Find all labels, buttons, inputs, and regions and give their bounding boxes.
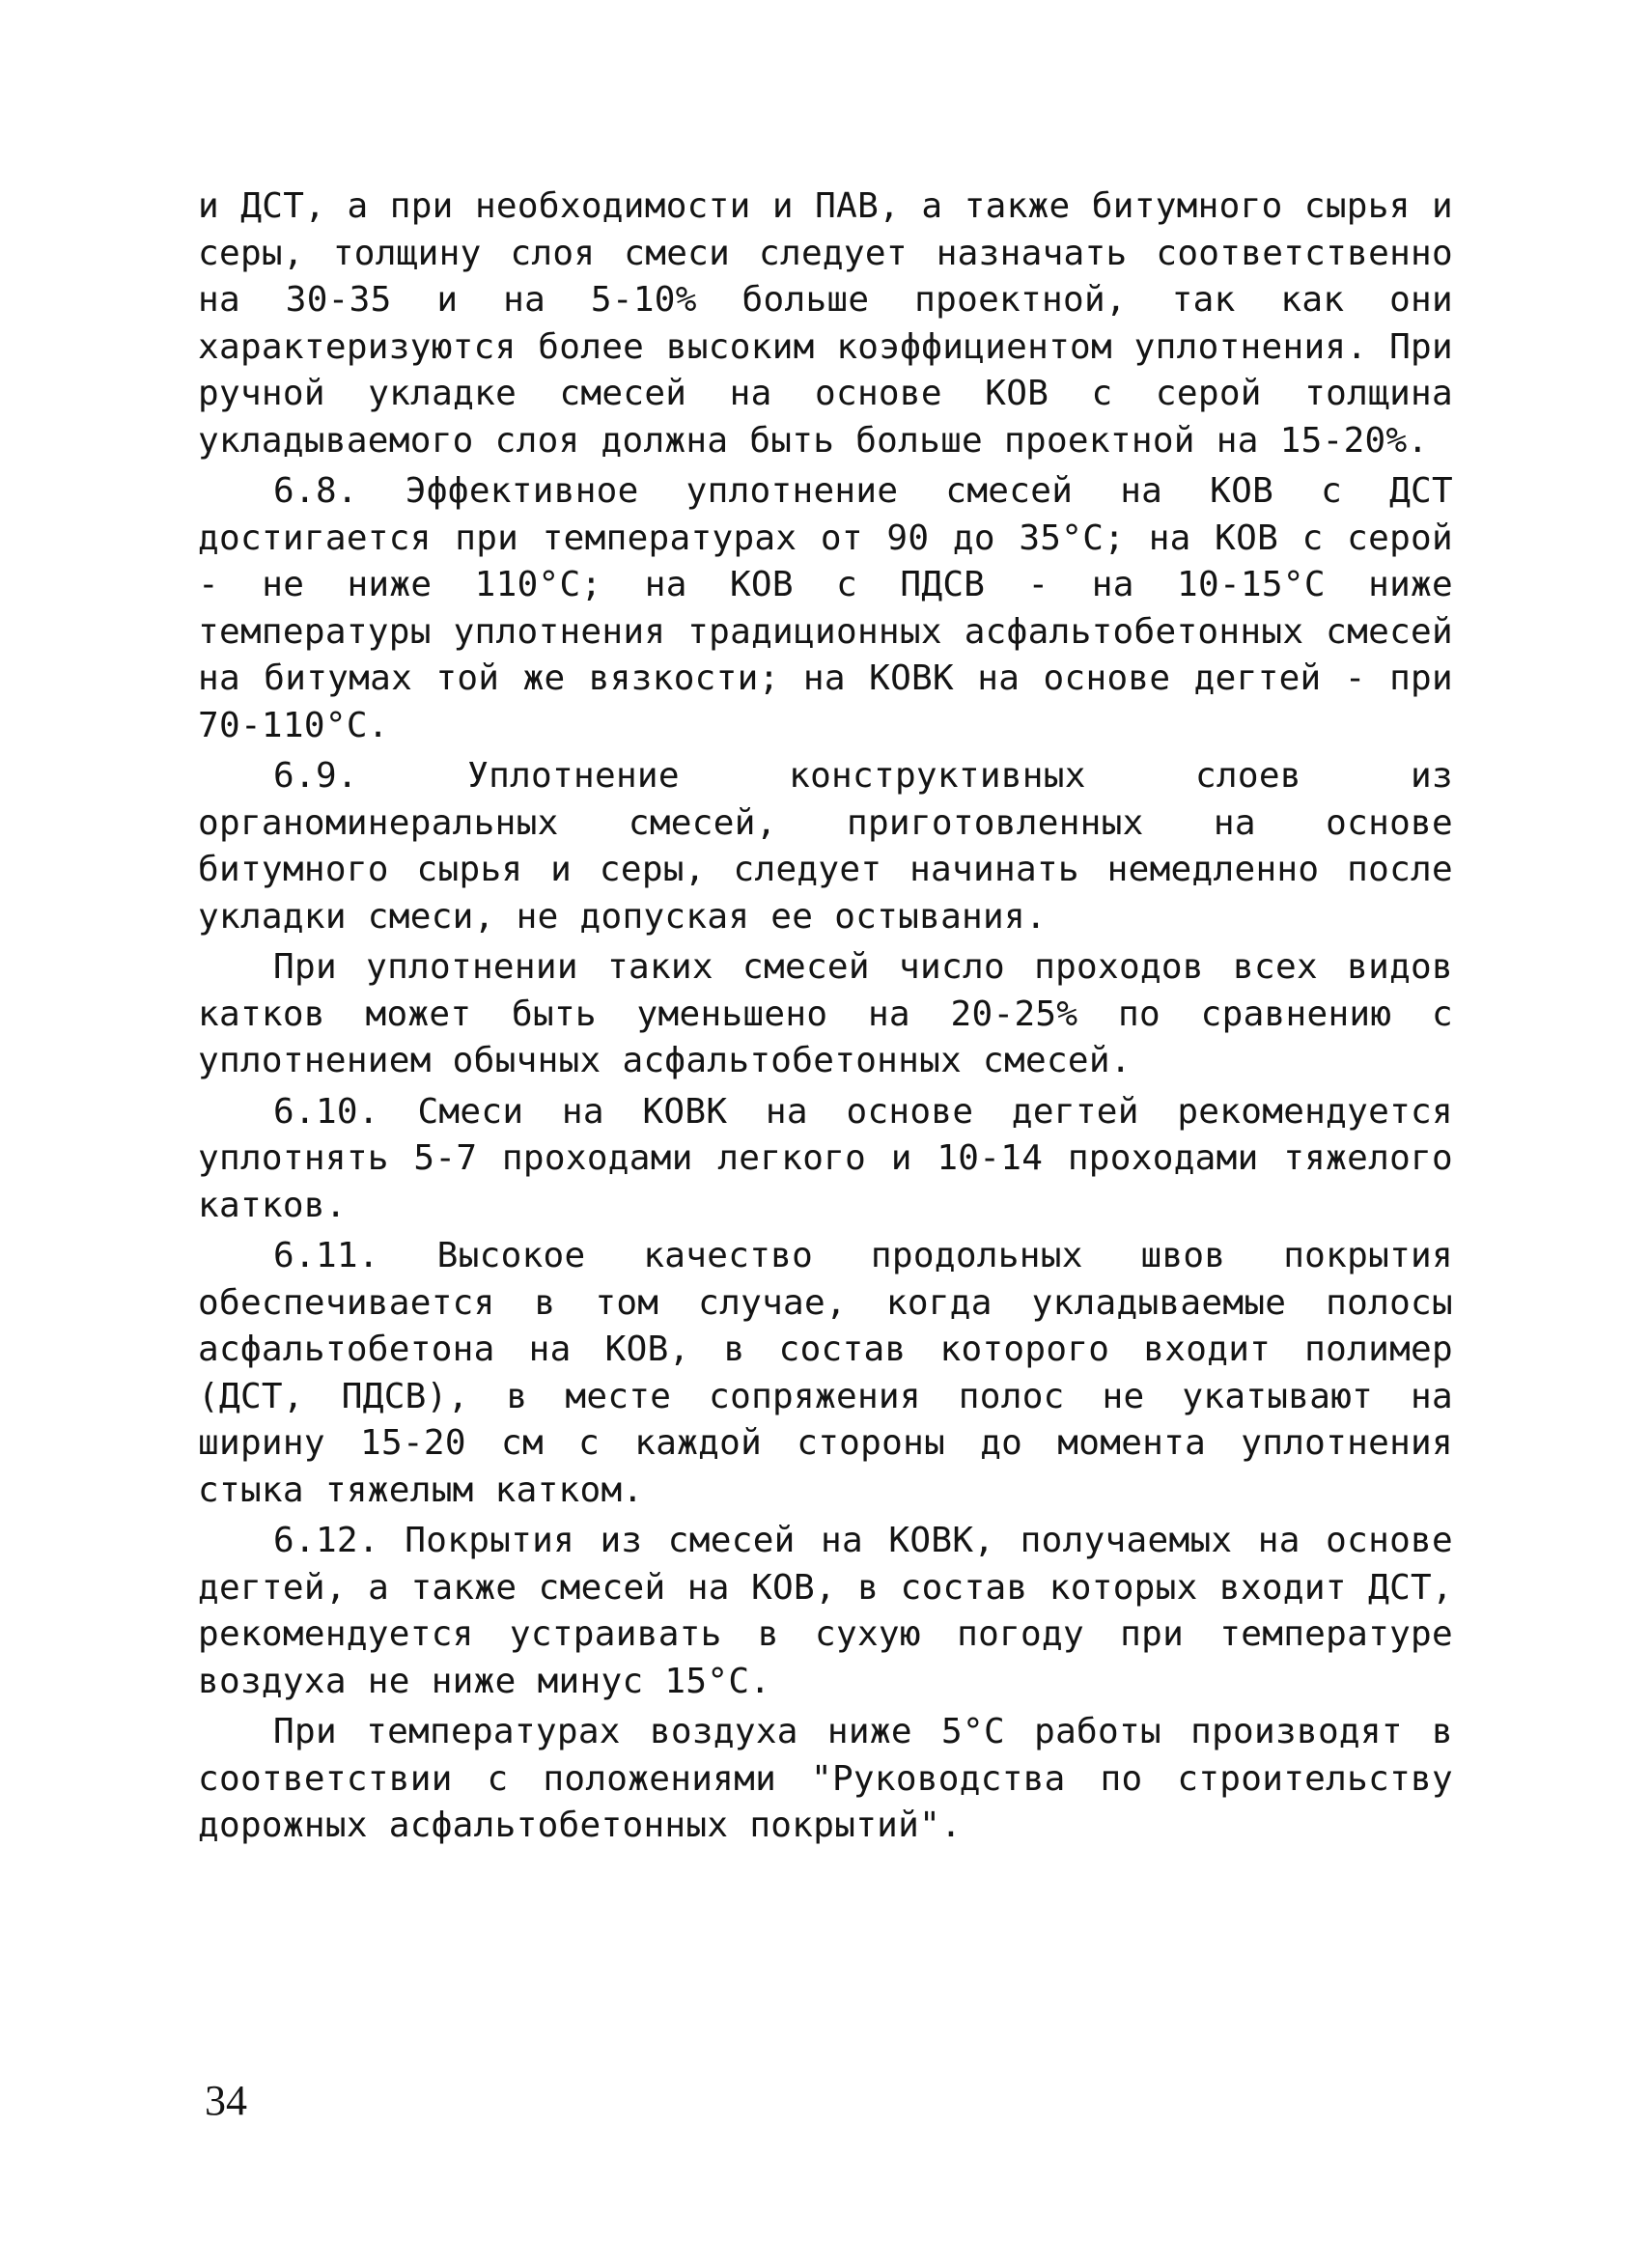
paragraph-6-9: 6.9. Уплотнение конструктивных слоев из органоминеральных смесей, приготовленных на основе битумного сырья и серы, следует начинать немедленно после укладки смеси, не допуская ее остывания. — [198, 756, 1453, 937]
paragraph-6-12: 6.12. Покрытия из смесей на КОВК, получаемых на основе дегтей, а также смесей на КОВ, в состав которых входит ДСТ, рекомендуется устраивать в сухую погоду при температуре воздуха не ниже минус 15°С. — [198, 1521, 1453, 1701]
paragraph-6-8: 6.8. Эффективное уплотнение смесей на КОВ с ДСТ достигается при температурах от 90 до 35°С; на КОВ с серой - не ниже 110°С; на КОВ с ПДСВ - на 10-15°С ниже температуры уплотнения традиционных асфальтобетонных смесей на битумах той же вязкости; на КОВК на основе дегтей - при 70-110°С. — [198, 471, 1453, 745]
paragraph-6-9-note: При уплотнении таких смесей число проходов всех видов катков может быть уменьшено на 20-25% по сравнению с уплотнением обычных асфальтобетонных смесей. — [198, 947, 1453, 1080]
page-number: 34 — [205, 2077, 247, 2124]
body-text — [198, 183, 1453, 1854]
paragraph-6-10: 6.10. Смеси на КОВК на основе дегтей рекомендуется уплотнять 5-7 проходами легкого и 10-14 проходами тяжелого катков. — [198, 1091, 1453, 1225]
paragraph-continuation: и ДСТ, а при необходимости и ПАВ, а также битумного сырья и серы, толщину слоя смеси следует назначать соответственно на 30-35 и на 5-10% больше проектной, так как они характеризуются более высоким коэффициентом уплотнения. При ручной укладке смесей на основе КОВ с серой толщина укладываемого слоя должна быть больше проектной на 15-20%. — [198, 186, 1453, 461]
paragraph-6-11: 6.11. Высокое качество продольных швов покрытия обеспечивается в том случае, когда укладываемые полосы асфальтобетона на КОВ, в состав которого входит полимер (ДСТ, ПДСВ), в месте сопряжения полос не укатывают на ширину 15-20 см с каждой стороны до момента уплотнения стыка тяжелым катком. — [198, 1236, 1453, 1510]
paragraph-6-12-note: При температурах воздуха ниже 5°С работы производят в соответствии с положениями "Руководства по строительству дорожных асфальтобетонных покрытий". — [198, 1712, 1453, 1845]
